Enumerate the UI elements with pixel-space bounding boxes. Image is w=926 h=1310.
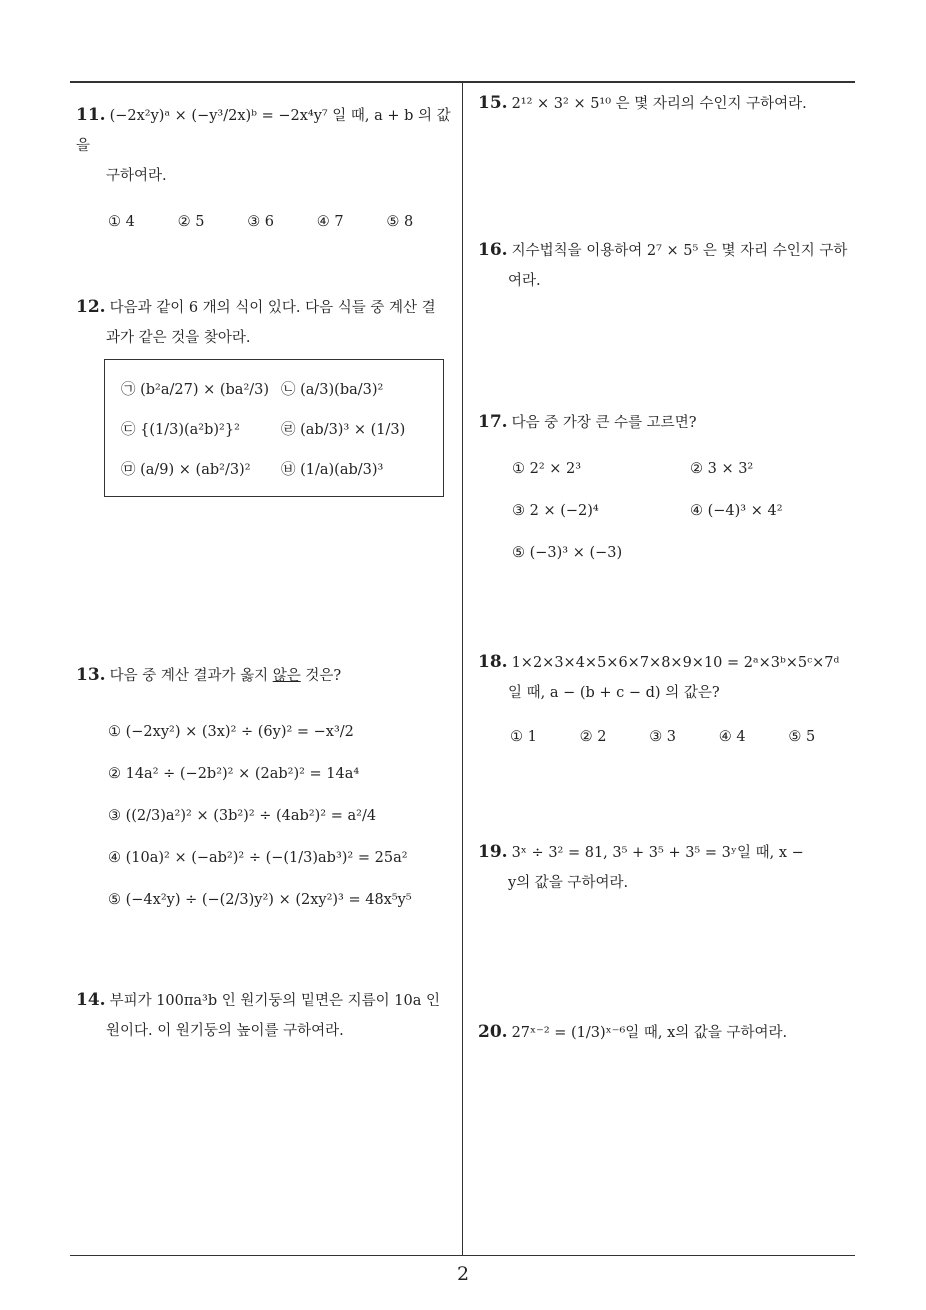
choice-list [76,711,456,921]
problem-15 [478,88,858,119]
problem-number: 16. [478,240,508,260]
problem-number: 11. [76,105,106,125]
problem-text: 다음 중 계산 결과가 옳지 [109,668,273,684]
expression-3: ㉢ {(1/3)(a²b)²}² [121,422,240,438]
problem-11 [76,100,456,237]
problem-number: 20. [478,1022,508,1042]
expression-4: ㉣ (ab/3)³ × (1/3) [281,422,406,438]
problem-text: 부피가 100πa³b 인 원기둥의 밑면은 지름이 10a 인 [109,993,440,1009]
expression-box [104,359,444,497]
choice-3[interactable]: ③ ((2/3)a²)² × (3b²)² ÷ (4ab²)² = a²/4 [108,808,377,824]
problem-number: 14. [76,990,106,1010]
choice-5[interactable]: ⑤ 5 [788,729,816,745]
problem-text-cont: 구하여라. [106,168,167,184]
problem-13 [76,660,456,921]
problem-text-cont: 과가 같은 것을 찾아라. [106,330,251,346]
choice-2[interactable]: ② 14a² ÷ (−2b²)² × (2ab²)² = 14a⁴ [108,766,360,782]
expression-6: ㉥ (1/a)(ab/3)³ [281,462,384,478]
choice-2[interactable]: ② 2 [579,729,607,745]
problem-number: 15. [478,93,508,113]
choice-3[interactable]: ③ 6 [247,214,275,230]
problem-text: 2¹² × 3² × 5¹⁰ 은 몇 자리의 수인지 구하여라. [511,96,807,112]
choice-list [478,448,858,574]
choice-2[interactable]: ② 3 × 3² [690,461,754,477]
expression-1: ㉠ (b²a/27) × (ba²/3) [121,382,270,398]
problem-17 [478,407,858,574]
problem-text: 다음 중 가장 큰 수를 고르면? [511,415,697,431]
problem-number: 13. [76,665,106,685]
problem-20 [478,1017,858,1048]
problem-text: 지수법칙을 이용하여 2⁷ × 5⁵ 은 몇 자리 수인지 구하 [511,243,848,259]
problem-text-emphasis: 않은 [272,668,301,684]
problem-14 [76,985,456,1046]
choice-3[interactable]: ③ 2 × (−2)⁴ [512,503,599,519]
problem-text: 3ˣ ÷ 3² = 81, 3⁵ + 3⁵ + 3⁵ = 3ʸ일 때, x − [511,845,804,861]
problem-18 [478,647,858,752]
problem-text: 1×2×3×4×5×6×7×8×9×10 = 2ᵃ×3ᵇ×5ᶜ×7ᵈ [511,655,840,671]
choice-1[interactable]: ① 1 [510,729,537,745]
problem-text-cont: y의 값을 구하여라. [508,875,629,891]
problem-number: 19. [478,842,508,862]
choice-1[interactable]: ① 2² × 2³ [512,461,582,477]
problem-number: 18. [478,652,508,672]
problem-text-cont: 일 때, a − (b + c − d) 의 값은? [508,685,720,701]
column-divider [462,82,463,1256]
problem-number: 17. [478,412,508,432]
choice-4[interactable]: ④ (−4)³ × 4² [690,503,783,519]
choice-3[interactable]: ③ 3 [649,729,677,745]
problem-12 [76,292,456,497]
problem-19 [478,837,858,898]
problem-16 [478,235,858,296]
choice-4[interactable]: ④ 7 [316,214,344,230]
choice-1[interactable]: ① (−2xy²) × (3x)² ÷ (6y)² = −x³/2 [108,724,354,740]
expression-2: ㉡ (a/3)(ba/3)² [281,382,384,398]
choice-1[interactable]: ① 4 [108,214,135,230]
choice-5[interactable]: ⑤ (−3)³ × (−3) [512,545,623,561]
problem-text-cont: 원이다. 이 원기둥의 높이를 구하여라. [106,1023,344,1039]
problem-text-cont: 여라. [508,273,541,289]
choice-4[interactable]: ④ 4 [718,729,746,745]
bottom-rule [70,1255,855,1256]
choice-list [478,722,858,752]
expression-5: ㉤ (a/9) × (ab²/3)² [121,462,251,478]
choice-4[interactable]: ④ (10a)² × (−ab²)² ÷ (−(1/3)ab³)² = 25a² [108,850,408,866]
problem-text: 다음과 같이 6 개의 식이 있다. 다음 식들 중 계산 결 [109,300,436,316]
problem-text-end: 것은? [300,668,342,684]
choice-2[interactable]: ② 5 [177,214,205,230]
problem-text: (−2x²y)ᵃ × (−y³/2x)ᵇ = −2x⁴y⁷ 일 때, a + b 의 값을 [76,108,451,154]
page-number: 2 [456,1263,470,1285]
choice-5[interactable]: ⑤ (−4x²y) ÷ (−(2/3)y²) × (2xy²)³ = 48x⁵y⁵ [108,892,412,908]
choice-5[interactable]: ⑤ 8 [386,214,414,230]
choice-list [76,207,456,237]
problem-number: 12. [76,297,106,317]
problem-text: 27ˣ⁻² = (1/3)ˣ⁻⁶일 때, x의 값을 구하여라. [511,1025,788,1041]
